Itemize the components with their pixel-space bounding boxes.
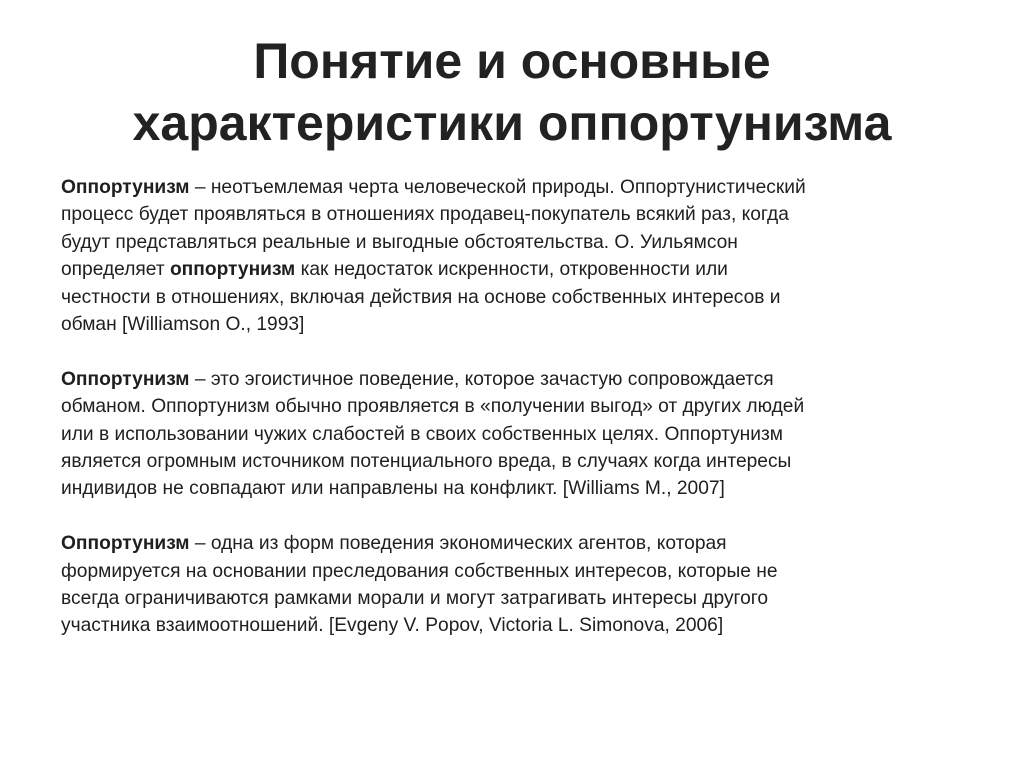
term-bold: Оппортунизм [61,177,190,198]
slide-body [61,174,961,667]
title-line-1: Понятие и основные [253,33,771,89]
paragraph-text: – это эгоистичное поведение, которое зачастую сопровождается [189,368,774,390]
paragraph-line [61,174,961,201]
paragraph-text: определяет [61,259,170,281]
paragraph-line: всегда ограничиваются рамками морали и могут затрагивать интересы другого [61,588,769,610]
paragraph-text: – одна из форм поведения экономических агентов, которая [189,533,727,555]
paragraph-line: является огромным источником потенциального вреда, в случаях когда интересы [61,451,792,473]
paragraph-text: как недостаток искренности, откровенности или [295,259,728,281]
paragraph-line: обман [Williamson O., 1993] [61,314,305,336]
term-bold: Оппортунизм [61,533,190,555]
paragraph-1 [61,174,961,338]
paragraph-line: будут представляться реальные и выгодные обстоятельства. О. Уильямсон [61,231,738,253]
paragraph-line [61,366,961,393]
paragraph-line: или в использовании чужих слабостей в своих собственных целях. Оппортунизм [61,423,783,445]
paragraph-line: формируется на основании преследования собственных интересов, которые не [61,560,778,582]
paragraph-line: честности в отношениях, включая действия на основе собственных интересов и [61,286,781,308]
paragraph-2 [61,366,961,503]
paragraph-line: процесс будет проявляться в отношениях продавец-покупатель всякий раз, когда [61,204,789,226]
slide-title [40,30,984,154]
paragraph-text: – неотъемлемая черта человеческой природы. Оппортунистический [189,177,806,198]
term-bold: Оппортунизм [61,368,190,390]
paragraph-line [61,256,961,283]
paragraph-line: обманом. Оппортунизм обычно проявляется в «получении выгод» от других людей [61,396,805,418]
title-line-2: характеристики оппортунизма [132,95,892,151]
term-bold-inline: оппортунизм [169,259,296,281]
paragraph-line [61,530,961,557]
paragraph-3 [61,530,961,640]
paragraph-line: участника взаимоотношений. [Evgeny V. Popov, Victoria L. Simonova, 2006] [61,615,724,637]
paragraph-line: индивидов не совпадают или направлены на конфликт. [Williams M., 2007] [61,478,725,500]
